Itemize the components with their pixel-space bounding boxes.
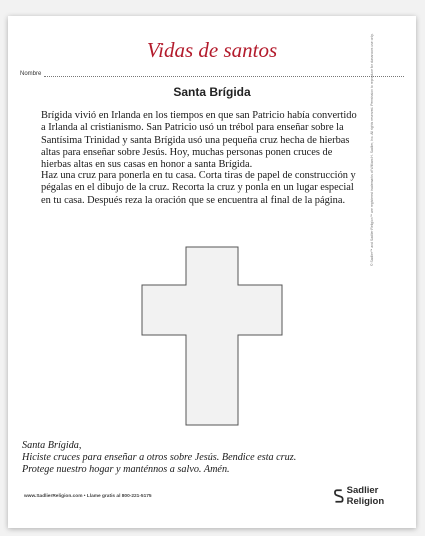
- brand-name: Sadlier Religion: [346, 485, 385, 507]
- name-field-row: [20, 70, 404, 77]
- sadlier-logo: [334, 485, 416, 507]
- prayer-block: [22, 440, 402, 476]
- prayer-line: Hiciste cruces para enseñar a otros sobre Jesús. Bendice esta cruz.: [22, 452, 297, 463]
- prayer-line: Protege nuestro hogar y manténnos a salvo. Amén.: [22, 464, 230, 475]
- name-label: Nombre: [20, 71, 42, 77]
- cross-shape: [142, 247, 282, 425]
- copyright-note: © Sadlier™ and Sadlier Religion™ are registered trademarks of William H. Sadlier, Inc. All rights reserved. Permission to reproduce for classroom use only.: [370, 33, 374, 266]
- sadlier-s-icon: [334, 489, 344, 503]
- prayer-line: Santa Brígida,: [22, 440, 82, 451]
- footer-contact: www.SadlierReligion.com • Llame gratis al 800-221-5175: [24, 494, 152, 499]
- saint-title: Santa Brígida: [173, 85, 251, 99]
- paragraph-instructions: Haz una cruz para ponerla en tu casa. Corta tiras de papel de construcción y pégalas en el dibujo de la cruz. Recorta la cruz y ponla en un lugar especial en tu casa. Después reza la oración que se encuentra al final de la página.: [41, 170, 356, 206]
- name-line: [44, 70, 404, 77]
- series-title: Vidas de santos: [146, 38, 278, 62]
- cross-outline: [141, 246, 283, 426]
- paragraph-intro: Brígida vivió en Irlanda en los tiempos en que san Patricio había convertido a Irlanda al cristianismo. San Patricio usó un trébol para enseñar sobre la Santísima Trinidad y santa Brígida usó una pequeña cruz hecha de hierbas altas para enseñar sobre Jesús. Hoy, muchas personas ponen cruces de hierbas altas en sus casas en honor a santa Brígida.: [41, 110, 357, 171]
- worksheet-page: [8, 16, 416, 528]
